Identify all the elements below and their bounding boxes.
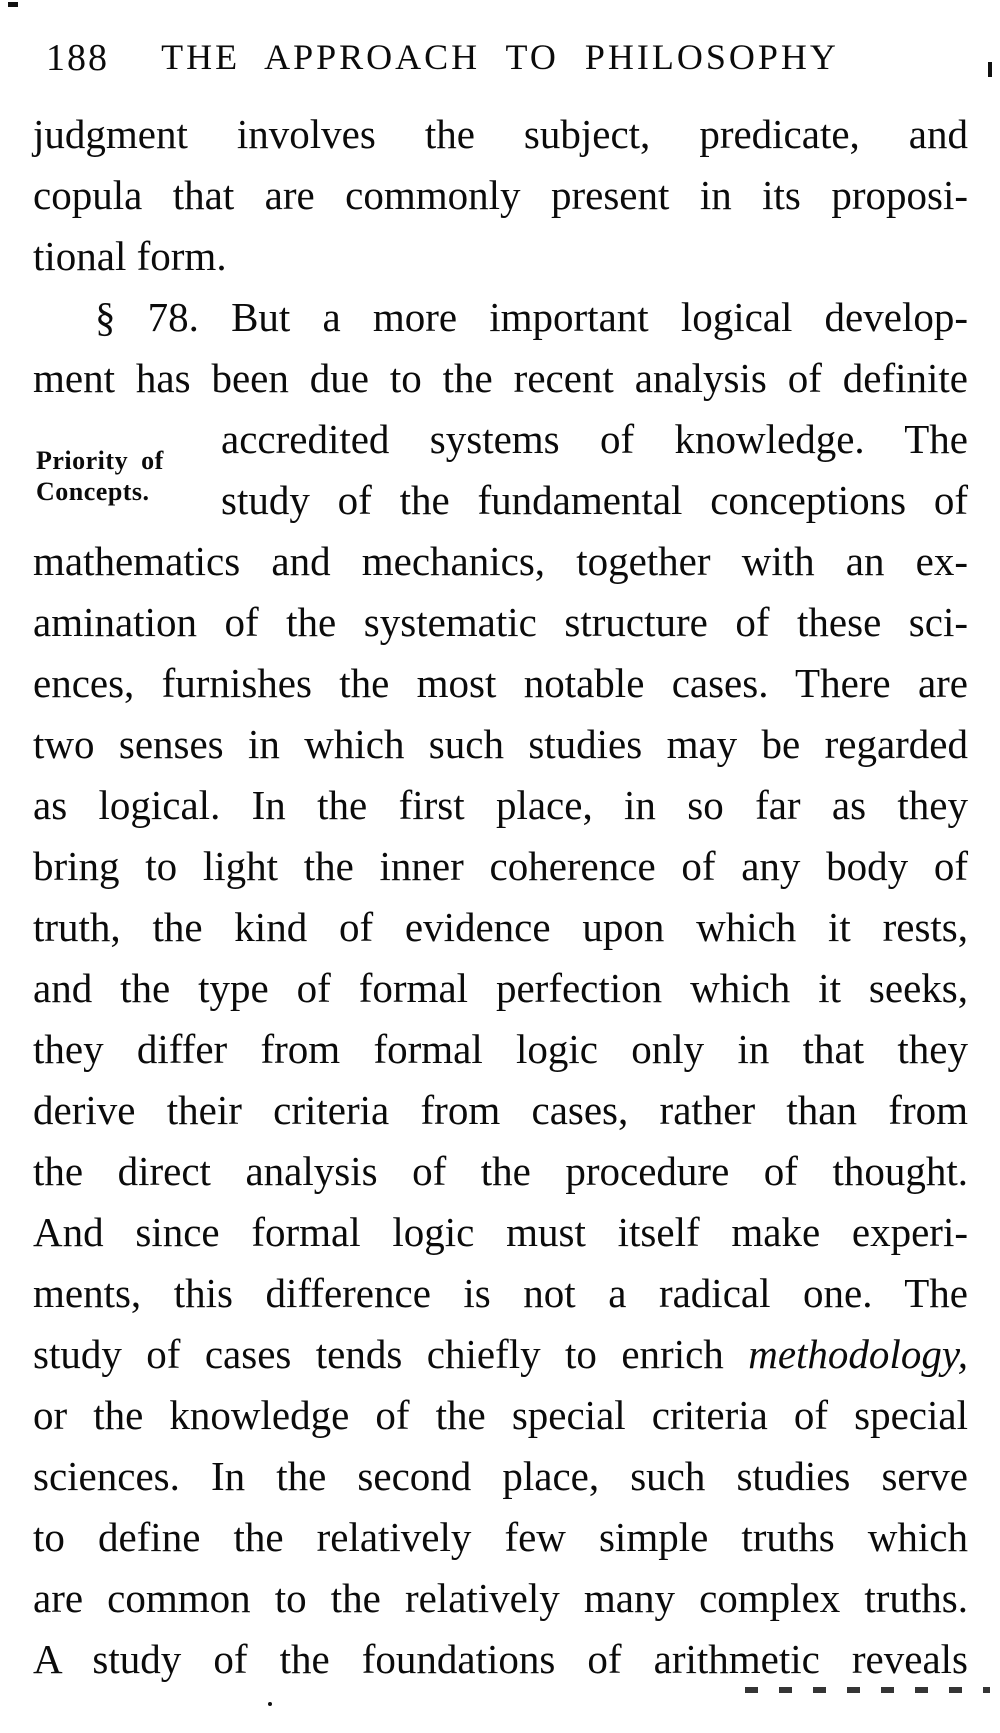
text-line: bring to light the inner coherence of any body of — [33, 843, 968, 889]
text-line: tional form. — [33, 233, 227, 279]
text-line: and the type of formal perfection which it seeks, — [33, 965, 968, 1011]
text-line: are common to the relatively many complex truths. — [33, 1575, 968, 1621]
text-line: or the knowledge of the special criteria of special — [33, 1392, 968, 1438]
text-line: And since formal logic must itself make experi- — [33, 1209, 968, 1255]
text-line: as logical. In the first place, in so far as they — [33, 782, 968, 828]
text-line: the direct analysis of the procedure of thought. — [33, 1148, 968, 1194]
text-line: ments, this difference is not a radical one. The — [33, 1270, 968, 1316]
margin-note-line: Priority of — [36, 446, 164, 475]
margin-note — [36, 445, 216, 507]
text-line: mathematics and mechanics, together with an ex- — [33, 538, 968, 584]
scan-noise — [988, 62, 992, 77]
scan-noise — [745, 1687, 990, 1693]
text-line: they differ from formal logic only in that they — [33, 1026, 968, 1072]
text-line: sciences. In the second place, such studies serve — [33, 1453, 968, 1499]
italic-word: methodology, — [748, 1331, 969, 1377]
text-line-with-italic — [33, 1324, 968, 1385]
page-number: 188 — [46, 37, 109, 79]
text-line-beside-note: study of the fundamental conceptions of — [221, 477, 968, 523]
scan-noise — [8, 2, 18, 7]
text-line: truth, the kind of evidence upon which it rests, — [33, 904, 968, 950]
text-line: ences, furnishes the most notable cases. There are — [33, 660, 968, 706]
scan-noise — [268, 1702, 272, 1706]
text-line: ment has been due to the recent analysis of definite — [33, 355, 968, 401]
body-text-column — [33, 104, 968, 1690]
section-start-line: § 78. But a more important logical develop- — [95, 294, 968, 340]
text-line: copula that are commonly present in its proposi- — [33, 172, 968, 218]
margin-note-line: Concepts. — [36, 477, 150, 506]
running-title: THE APPROACH TO PHILOSOPHY — [161, 37, 839, 77]
text-line: judgment involves the subject, predicate, and — [33, 111, 968, 157]
text-line: to define the relatively few simple truths which — [33, 1514, 968, 1560]
text-line-beside-note: accredited systems of knowledge. The — [221, 416, 968, 462]
text-line: A study of the foundations of arithmetic reveals — [33, 1636, 968, 1682]
text-fragment: study of cases tends chiefly to enrich — [33, 1331, 724, 1377]
text-line: derive their criteria from cases, rather than from — [33, 1087, 968, 1133]
text-line: two senses in which such studies may be regarded — [33, 721, 968, 767]
running-header — [0, 34, 1000, 86]
text-line: amination of the systematic structure of these sci- — [33, 599, 968, 645]
